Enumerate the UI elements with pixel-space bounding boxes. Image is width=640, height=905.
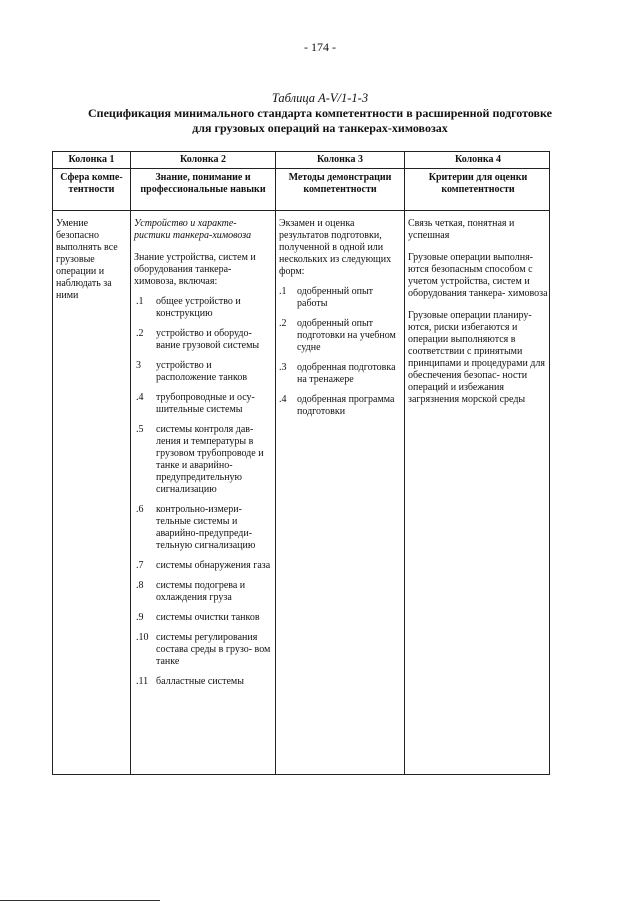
list-item: .4 одобренная программа подготовки — [279, 394, 395, 417]
list-item: .3 одобренная подготовка на тренажере — [279, 362, 396, 385]
list-item: .6 контрольно-измери- тельные системы и аварийно-предупреди- тельную сигнализацию — [136, 504, 256, 551]
list-item: .2 устройство и оборудо- вание грузовой системы — [136, 328, 260, 351]
column-2-label: Колонка 2 — [179, 154, 227, 165]
list-item: .8 системы подогрева и охлаждения груза — [136, 580, 246, 603]
table-id: Таблица A-V/1-1-3 — [271, 91, 369, 105]
title-line-2: для грузовых операций на танкерах-химовозах — [192, 121, 448, 135]
row-divider — [53, 210, 549, 211]
list-item: .1 одобренный опыт работы — [279, 286, 374, 309]
knowledge-column — [134, 218, 272, 688]
column-1-label: Колонка 1 — [68, 154, 115, 165]
col-divider — [130, 152, 131, 774]
list-item: .2 одобренный опыт подготовки на учебном судне — [279, 318, 396, 353]
table-title — [0, 106, 640, 136]
knowledge-list — [134, 296, 272, 688]
list-item: .10 системы регулирования состава среды в грузо- вом танке — [136, 632, 271, 667]
list-item: .9 системы очистки танков — [136, 612, 260, 623]
list-item: 3 устройство и расположение танков — [136, 360, 248, 383]
col-divider — [275, 152, 276, 774]
knowledge-intro: Знание устройства, систем и оборудования танкера- химовоза, включая: — [134, 252, 256, 287]
footnote-rule — [0, 900, 160, 901]
page-number: - 174 - — [304, 40, 336, 54]
competence-table — [52, 151, 550, 775]
header-methods: Методы демонстрации компетентности — [288, 172, 392, 195]
criteria-paragraph: Связь четкая, понятная и успешная — [408, 218, 515, 241]
criteria-paragraph: Грузовые операции выполня- ются безопасным способом с учетом устройства, систем и оборудования танкера- химовоза — [408, 252, 548, 299]
title-line-1: Спецификация минимального стандарта компетентности в расширенной подготовке — [88, 106, 552, 120]
list-item: .4 трубопроводные и осу- шительные системы — [136, 392, 255, 415]
col-divider — [404, 152, 405, 774]
list-item: .1 общее устройство и конструкцию — [136, 296, 241, 319]
competence-text: Умение безопасно выполнять все грузовые операции и наблюдать за ними — [56, 218, 118, 301]
column-4-label: Колонка 4 — [454, 154, 502, 165]
methods-column — [279, 218, 401, 418]
list-item: .7 системы обнаружения газа — [136, 560, 271, 571]
criteria-column — [408, 218, 548, 416]
row-divider — [53, 168, 549, 169]
list-item: .5 системы контроля дав- ления и температуры в грузовом трубопроводе и танке и аварийно- предупредительную сигнализацию — [136, 424, 264, 495]
column-3-label: Колонка 3 — [316, 154, 364, 165]
header-knowledge: Знание, понимание и профессиональные навыки — [140, 172, 266, 195]
header-criteria: Критерии для оценки компетентности — [428, 172, 528, 195]
knowledge-heading: Устройство и характе- ристики танкера-химовоза — [134, 218, 252, 241]
methods-intro: Экзамен и оценка результатов подготовки, полученной в одной или нескольких из следующих форм: — [279, 218, 392, 277]
list-item: .11 балластные системы — [136, 676, 244, 687]
header-competence-area: Сфера компе- тентности — [60, 172, 123, 195]
criteria-paragraph: Грузовые операции планиру- ются, риски избегаются и операции выполняются в соответствии с принятыми принципами и процедурами для обеспечения безопас- ности операций и избежания загрязнения морской среды — [408, 310, 545, 405]
